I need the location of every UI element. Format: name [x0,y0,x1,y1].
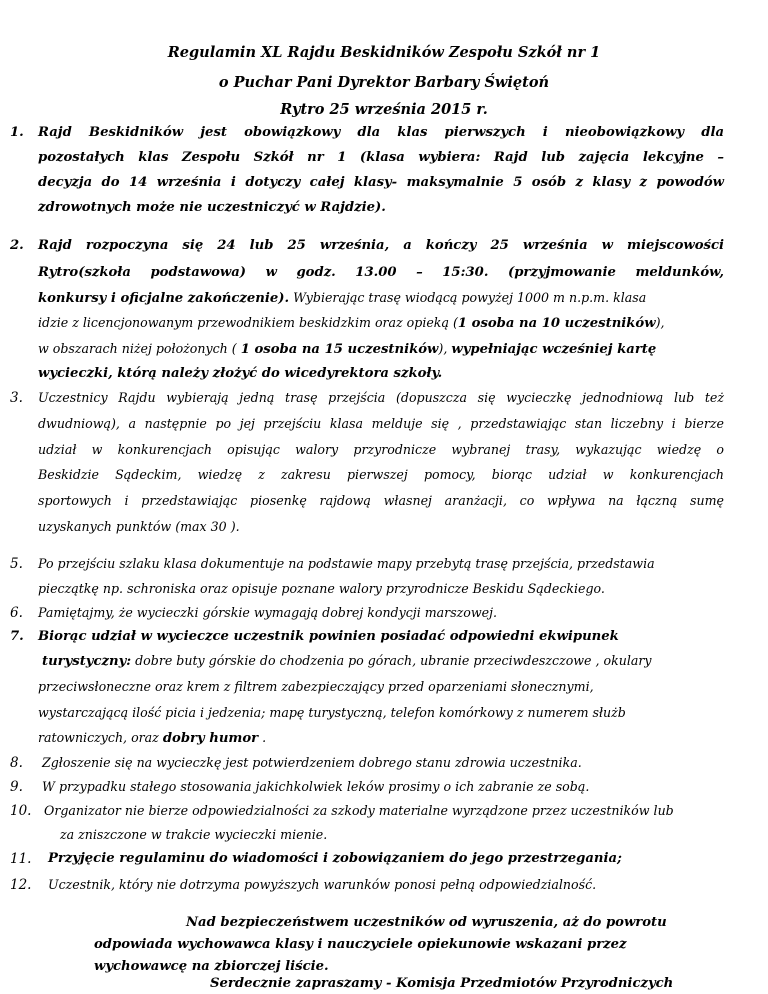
closing-line-1: Nad bezpieczeństwem uczestników od wyruszenia, aż do powrotu [186,915,667,930]
item-7-segment: ratowniczych, oraz [38,730,163,745]
item-3-line: uzyskanych punktów (max 30 ). [38,519,240,534]
item-7-bold-segment: dobry humor [162,731,259,746]
item-3-line: Beskidzie Sądeckim, wiedzę z zakresu pierwszej pomocy, biorąc udział w konkurencjach [38,467,724,482]
item-2-line: wycieczki, którą należy złożyć do wicedyrektora szkoły. [38,366,443,381]
item-8-line: Zgłoszenie się na wycieczkę jest potwierdzeniem dobrego stanu zdrowia uczestnika. [42,755,582,770]
item-2-line: Rajd rozpoczyna się 24 lub 25 września, a kończy 25 września w miejscowości [38,238,724,253]
item-2-line [38,290,646,306]
item-7-line: wystarczającą ilość picia i jedzenia; mapę turystyczną, telefon komórkowy z numerem służb [38,705,626,720]
item-3-line: Uczestnicy Rajdu wybierają jedną trasę przejścia (dopuszcza się wycieczkę jednodniową lub też [38,390,724,405]
signature: Serdecznie zapraszamy - Komisja Przedmiotów Przyrodniczych [210,976,674,991]
item-2-line [38,315,665,331]
item-5-number: 5. [10,556,23,572]
item-5-line: Po przejściu szlaku klasa dokumentuje na podstawie mapy przebytą trasę przejścia, przedstawia [38,556,655,571]
item-3-line: dwudniową), a następnie po jej przejściu klasa melduje się , przedstawiając stan liczebny i bierze [38,416,724,431]
item-2-bold-segment: wypełniając wcześniej kartę [451,342,657,357]
document-title-line-1: Regulamin XL Rajdu Beskidników Zespołu Szkół nr 1 [167,44,601,61]
item-7-number: 7. [10,629,24,644]
item-3-number: 3. [10,390,23,406]
item-7-line: przeciwsłoneczne oraz krem z filtrem zabezpieczający przed oparzeniami słonecznymi, [38,679,594,694]
item-10-line: Organizator nie bierze odpowiedzialności za szkody materialne wyrządzone przez uczestników lub [44,803,674,818]
item-9-number: 9. [10,779,23,795]
item-7-bold-segment: turystyczny: [42,654,132,669]
item-2-number: 2. [10,238,24,253]
item-2-bold-segment: konkursy i oficjalne zakończenie). [38,291,290,306]
item-12-line: Uczestnik, który nie dotrzyma powyższych warunków ponosi pełną odpowiedzialność. [48,877,597,892]
item-2-bold-segment: 1 osoba na 10 uczestników [457,316,656,331]
closing-line-2: odpowiada wychowawca klasy i nauczyciele opiekunowie wskazani przez [94,937,627,952]
item-1-line: zdrowotnych może nie uczestniczyć w Rajdzie). [38,200,386,215]
item-7-line: Biorąc udział w wycieczce uczestnik powinien posiadać odpowiedni ekwipunek [38,629,619,644]
item-12-number: 12. [10,877,32,893]
item-2-segment: idzie z licencjonowanym przewodnikiem beskidzkim oraz opieką ( [38,315,458,330]
item-6-line: Pamiętajmy, że wycieczki górskie wymagają dobrej kondycji marszowej. [38,605,498,620]
document-title-line-2: o Puchar Pani Dyrektor Barbary Świętoń [218,74,550,91]
item-2-bold-segment: 1 osoba na 15 uczestników [240,342,439,357]
document-title-line-3: Rytro 25 września 2015 r. [280,101,488,118]
item-7-segment: dobre buty górskie do chodzenia po górach, ubranie przeciwdeszczowe , okulary [131,653,652,668]
item-5-line: pieczątkę np. schroniska oraz opisuje poznane walory przyrodnicze Beskidu Sądeckiego. [38,581,605,596]
item-8-number: 8. [10,755,23,771]
item-7-line [38,730,266,746]
item-3-line: sportowych i przedstawiając piosenkę rajdową własnej aranżacji, co wpływa na łączną sumę [38,493,724,508]
item-6-number: 6. [10,605,23,621]
item-10-number: 10. [10,803,32,819]
closing-line-3: wychowawcę na zbiorczej liście. [94,959,329,974]
item-1-line: Rajd Beskidników jest obowiązkowy dla klas pierwszych i nieobowiązkowy dla [38,125,724,140]
item-1-line: pozostałych klas Zespołu Szkół nr 1 (klasa wybiera: Rajd lub zajęcia lekcyjne – [38,150,724,165]
item-7-line [42,653,652,669]
item-2-line [38,341,656,357]
item-2-segment: ), [655,315,665,330]
item-11-number: 11. [10,851,32,867]
item-2-segment: Wybierając trasę wiodącą powyżej 1000 m n.p.m. klasa [293,290,647,305]
item-1-line: decyzja do 14 września i dotyczy całej klasy- maksymalnie 5 osób z klasy z powodów [38,175,724,190]
item-11-line: Przyjęcie regulaminu do wiadomości i zobowiązaniem do jego przestrzegania; [48,851,622,866]
item-2-segment: w obszarach niżej położonych ( [38,341,241,356]
item-2-line: Rytro(szkoła podstawowa) w godz. 13.00 – 15:30. (przyjmowanie meldunków, [38,265,724,280]
item-9-line: W przypadku stałego stosowania jakichkolwiek leków prosimy o ich zabranie ze sobą. [42,779,590,794]
item-2-segment: ), [438,341,448,356]
item-7-segment: . [258,730,267,745]
item-1-number: 1. [10,125,24,140]
item-3-line: udział w konkurencjach opisując walory przyrodnicze wybranej trasy, wykazując wiedzę o [38,442,724,457]
item-10-line: za zniszczone w trakcie wycieczki mienie. [60,827,328,842]
